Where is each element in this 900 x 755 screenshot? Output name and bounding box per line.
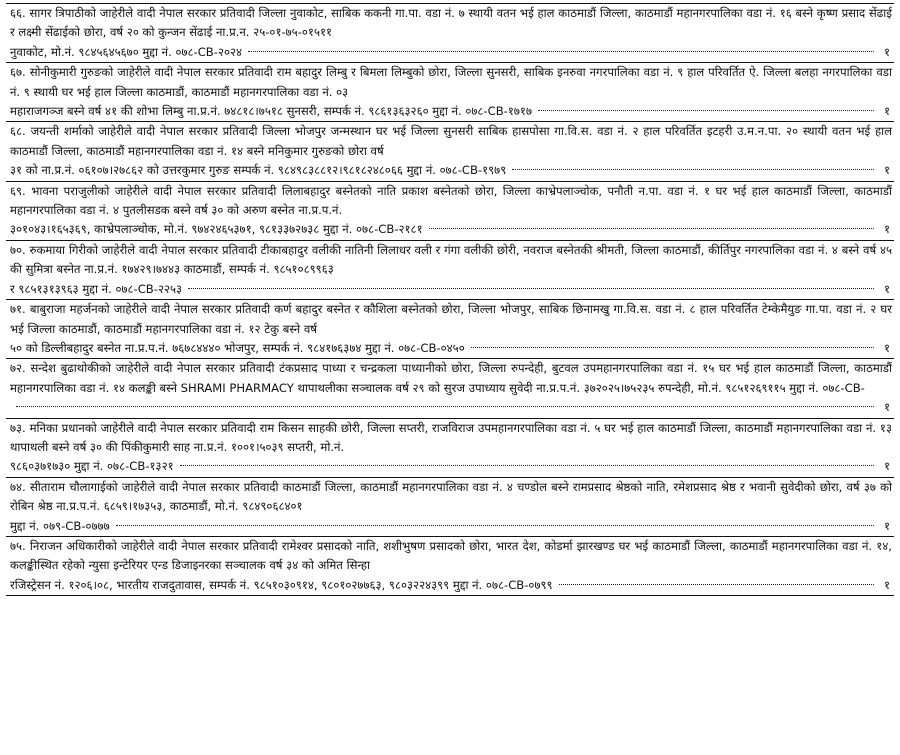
- entry-text: निराजन अधिकारीको जाहेरीले वादी नेपाल सरकार प्रतिवादी रामेश्वर प्रसादको नाति, शशीभुषण प्रसादको छोरा, भारत देश, कोडर्मा झारखण्ड घर भई काठमाडौं जिल्ला, काठमाडौं महानगरपालिका वडा नं. १४, कलङ्कीस्थित रहेको न्युसा इन्टेरियर एन्ड डिजाइनरका सञ्चालक वर्ष ३४ को अमित सिन्हा: [10, 538, 892, 573]
- entry-number: ७४.: [10, 479, 26, 494]
- entry-number: ६८.: [10, 124, 26, 139]
- list-item: [6, 359, 894, 418]
- list-item: [6, 478, 894, 537]
- entry-text: जयन्ती शर्माको जाहेरीले वादी नेपाल सरकार प्रतिवादी जिल्ला भोजपुर जन्मस्थान घर भई जिल्ला सुनसरी साबिक हासपोसा गा.वि.स. वडा नं. २ हाल परिवर्तित इटहरी उ.म.न.पा. २० स्थायी वतन भई हाल काठमाडौं जिल्ला, काठमाडौं महानगरपालिका वडा नं. १४ बस्ने मनिकुमार गुरुङको छोरा वर्ष: [10, 124, 892, 158]
- page-number: १: [883, 577, 890, 592]
- entry-number: ७५.: [10, 538, 26, 553]
- entry-last-line: [6, 43, 894, 62]
- entry-body: [6, 182, 894, 221]
- entry-body: [6, 359, 894, 398]
- entry-text: रुकमाया गिरीको जाहेरीले वादी नेपाल सरकार प्रतिवादी टीकाबहादुर वलीकी नातिनी लिलाधर वली र गंगा वलीकी छोरी, नवराज बस्नेतकी श्रीमती, जिल्ला काठमाडौं, कीर्तिपुर नगरपालिका वडा नं. ४ बस्ने वर्ष ४५ की सुमित्रा बस्नेत ना.प्र.नं. १७४२९।७४४३ काठमाडौं, सम्पर्क नं. ९८५१०८९९६३: [10, 242, 893, 277]
- entry-number: ६६.: [10, 6, 26, 20]
- dotted-leader: [180, 465, 874, 466]
- entry-body: [6, 537, 894, 576]
- page-number: १: [883, 400, 890, 415]
- page-number: १: [883, 281, 890, 296]
- list-item: [6, 3, 894, 63]
- entry-last-line: [6, 280, 894, 299]
- list-item: [6, 122, 894, 181]
- entry-body: [6, 419, 894, 458]
- dotted-leader: [538, 110, 874, 111]
- dotted-leader: [512, 169, 874, 170]
- entry-text: सन्देश बुढाथोकीको जाहेरीले वादी नेपाल सरकार प्रतिवादी टंकप्रसाद पाध्या र चन्द्रकला पाध्यानीको छोरा, जिल्ला रुपन्देही, बुटवल उपमहानगरपालिका वडा नं. १५ घर भई हाल काठमाडौं जिल्ला, काठमाडौं महानगरपालिका वडा नं. १४ कलङ्की बस्ने SHRAMI PHARMACY थापाथलीका सञ्चालक वर्ष २९ को सुरज उपाध्याय सुवेदी ना.प्र.प.नं. ३७२०२५।७५२३५ रुपन्देही, मो.नं. ९८५१२६९११५ मुद्दा नं. ०७८-CB-: [10, 361, 892, 395]
- entry-last-line: [6, 220, 894, 239]
- page-number: १: [883, 44, 890, 59]
- entry-last-line: [6, 457, 894, 476]
- page-number: १: [883, 163, 890, 178]
- entry-number: ६७.: [10, 65, 26, 80]
- entry-last-text: ३१ को ना.प्र.नं. ०६१०७।२७८६२ को उत्तरकुमार गुरुङ सम्पर्क नं. ९८४९८३८८१२।९८१८२४८०६६ मुद्दा नं. ०७८-CB-१९७९: [10, 163, 507, 178]
- entry-last-line: [6, 339, 894, 358]
- entry-body: [6, 4, 894, 43]
- list-item: [6, 63, 894, 122]
- dotted-leader: [429, 228, 874, 229]
- entry-last-line: [6, 398, 894, 417]
- page-number: १: [883, 518, 890, 533]
- entry-last-text: महाराजगञ्ज बस्ने वर्ष ४१ की शोभा लिम्बु ना.प्र.नं. ७४८१८।७५१८ सुनसरी, सम्पर्क नं. ९८६१३६३२६० मुद्दा नं. ०७८-CB-१७१७: [10, 104, 532, 119]
- entry-body: [6, 478, 894, 517]
- entry-last-text: र ९८५१३१३९६३ मुद्दा नं. ०७८-CB-२२५३: [10, 281, 183, 296]
- entry-text: सागर त्रिपाठीको जाहेरीले वादी नेपाल सरकार प्रतिवादी जिल्ला नुवाकोट, साबिक ककनी गा.पा. वडा नं. ७ स्थायी वतन भई हाल काठमाडौं जिल्ला, काठमाडौं महानगरपालिका वडा नं. १६ बस्ने कृष्ण प्रसाद सेंढाई र लक्ष्मी सेंढाईको छोरा, वर्ष २० को कुन्जन सेंढाई ना.प्र.न. २५-०१-७५-०१५११: [10, 6, 892, 40]
- entry-number: ६९.: [10, 183, 26, 198]
- entry-body: [6, 300, 894, 339]
- entry-last-text: ५० को डिल्लीबहादुर बस्नेत ना.प्र.प.नं. ७६७८४४४० भोजपुर, सम्पर्क नं. ९८४१७६३७४ मुद्दा नं. ०७८-CB-०४५०: [10, 340, 465, 355]
- entry-text: मनिका प्रधानको जाहेरीले वादी नेपाल सरकार प्रतिवादी राम किसन साहकी छोरी, जिल्ला सप्तरी, राजविराज उपमहानगरपालिका वडा नं. ५ घर भई हाल काठमाडौं जिल्ला, काठमाडौं महानगरपालिका वडा नं. १३ थापाथली बस्ने वर्ष ३० की पिंकीकुमारी साह ना.प्र.नं. १००१।५०३९ सप्तरी, मो.नं.: [10, 420, 892, 454]
- dotted-leader: [16, 406, 874, 407]
- list-item: [6, 419, 894, 478]
- entry-last-line: [6, 102, 894, 121]
- dotted-leader: [559, 584, 874, 585]
- entry-number: ७१.: [10, 302, 26, 317]
- entry-body: [6, 63, 894, 102]
- dotted-leader: [471, 347, 874, 348]
- dotted-leader: [248, 51, 874, 52]
- entry-last-line: [6, 161, 894, 180]
- list-item: [6, 300, 894, 359]
- entry-body: [6, 122, 894, 161]
- dotted-leader: [188, 288, 874, 289]
- page-number: १: [883, 104, 890, 119]
- entry-number: ७३.: [10, 420, 26, 435]
- list-item: [6, 241, 894, 300]
- entry-number: ७०.: [10, 242, 26, 257]
- list-item: [6, 182, 894, 241]
- entry-text: सीताराम चौलागाईको जाहेरीले वादी नेपाल सरकार प्रतिवादी काठमाडौं जिल्ला, काठमाडौं महानगरपालिका वडा नं. ४ चण्डोल बस्ने रामप्रसाद श्रेष्ठको नाति, रमेशप्रसाद श्रेष्ठ र भवानी सुवेदीको छोरा, वर्ष ३७ को रोबिन श्रेष्ठ ना.प्र.प.नं. ६८५९।१७३५३, काठमाडौं, मो.नं. ९८४९०६८४०१: [10, 479, 893, 514]
- entry-last-line: [6, 517, 894, 536]
- entry-last-text: ३०१०४३।१६५३६९, काभ्रेपलाञ्चोक, मो.नं. ९७४२४६५३७१, ९८१३३७२७३८ मुद्दा नं. ०७८-CB-२१८१: [10, 222, 423, 237]
- dotted-leader: [116, 525, 874, 526]
- page-number: १: [883, 340, 890, 355]
- entry-last-text: मुद्दा नं. ०७९-CB-०७७७: [10, 518, 110, 533]
- entry-text: बाबुराजा महर्जनको जाहेरीले वादी नेपाल सरकार प्रतिवादी कर्ण बहादुर बस्नेत र कौशिला बस्नेतको छोरा, जिल्ला भोजपुर, साबिक छिनामखु गा.वि.स. वडा नं. ८ हाल परिवर्तित टेम्केमैयुङ गा.पा. वडा नं. २ घर भई जिल्ला काठमाडौं, काठमाडौं महानगरपालिका वडा नं. १२ टेकु बस्ने वर्ष: [10, 302, 892, 336]
- entry-last-text: नुवाकोट, मो.नं. ९८४५६४५६७० मुद्दा नं. ०७८-CB-२०२४: [10, 44, 243, 59]
- notice-list: [6, 3, 894, 596]
- entry-last-text: ९८६०३७१७३० मुद्दा नं. ०७८-CB-१३२१: [10, 459, 174, 474]
- entry-text: सोनीकुमारी गुरुङको जाहेरीले वादी नेपाल सरकार प्रतिवादी राम बहादुर लिम्बु र बिमला लिम्बुको छोरा, जिल्ला सुनसरी, साबिक इनरुवा नगरपालिका वडा नं. ९ हाल परिवर्तित ऐ. जिल्ला बलहा नगरपालिका वडा नं. ९ स्थायी घर भई हाल जिल्ला काठमाडौं, काठमाडौं महानगरपालिका वडा नं. ०३: [10, 65, 892, 99]
- entry-body: [6, 241, 894, 280]
- entry-text: भावना पराजुलीको जाहेरीले वादी नेपाल सरकार प्रतिवादी लिलाबहादुर बस्नेतको नाति प्रकाश बस्नेतको छोरा, जिल्ला काभ्रेपलाञ्चोक, पनौती न.पा. वडा नं. १ घर भई हाल काठमाडौं जिल्ला, काठमाडौं महानगरपालिका वडा नं. ४ पुतलीसडक बस्ने वर्ष ३० को अरुण बस्नेत ना.प्र.प.नं.: [10, 183, 892, 218]
- page-number: १: [883, 222, 890, 237]
- entry-last-text: रजिस्ट्रेसन नं. १२०६।०८, भारतीय राजदुतावास, सम्पर्क नं. ९८५१०३०९१४, ९८०१०२७७६३, ९८०३२२४३९९ मुद्दा नं. ०७८-CB-०७९९: [10, 577, 553, 592]
- page-number: १: [883, 459, 890, 474]
- entry-last-line: [6, 576, 894, 595]
- entry-number: ७२.: [10, 361, 26, 376]
- list-item: [6, 537, 894, 596]
